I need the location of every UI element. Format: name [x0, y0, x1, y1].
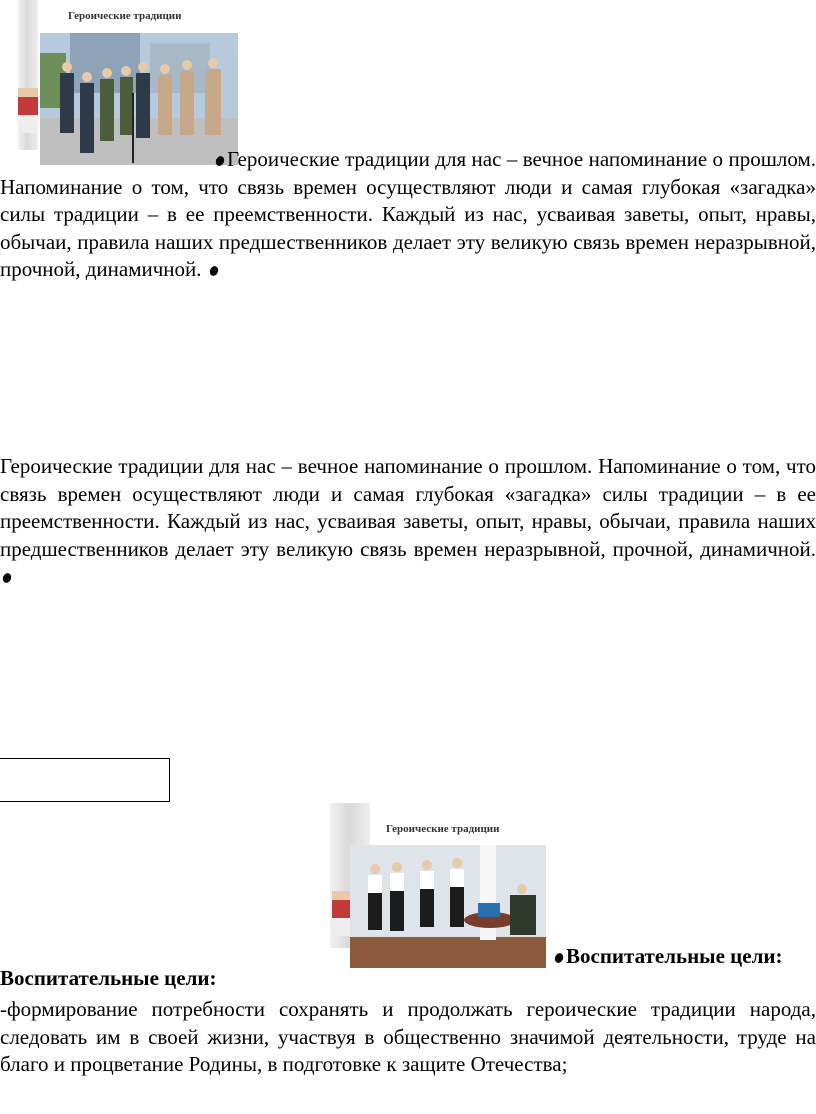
- paragraph-1: [0, 146, 816, 284]
- bullet-icon: [1, 572, 12, 584]
- goals-heading-inline: [552, 944, 782, 969]
- slide-thumbnail-1: [18, 0, 240, 165]
- paragraph-2-text: Героические традиции для нас – вечное напоминание о прошлом. Напоминание о том, что связь времен осуществляют люди и самая глубокая «загадка» силы традиции – в ее преемственности. Каждый из нас, усваивая заветы, опыт, нравы, обычаи, правила наших предшественников делает эту великую связь времен неразрывной, прочной, динамичной.: [0, 454, 816, 561]
- slide-title: Героические традиции: [386, 823, 500, 835]
- empty-frame: [0, 758, 170, 802]
- goals-heading-inline-text: Воспитательные цели:: [566, 944, 783, 968]
- bullet-icon: [214, 155, 225, 167]
- child-figure: [332, 891, 350, 936]
- goals-text: -формирование потребности сохранять и продолжать героические традиции народа, следовать им в своей жизни, участвуя в общественно значимой деятельности, труде на благо и процветание Родины, в подготовке к защите Отечества;: [0, 997, 816, 1076]
- slide-title: Героические традиции: [68, 10, 182, 22]
- paragraph-2: [0, 453, 816, 591]
- goals-heading: Воспитательные цели:: [0, 966, 217, 990]
- students-photo: [350, 845, 546, 968]
- bullet-icon: [208, 265, 219, 277]
- paragraph-1-text: Героические традиции для нас – вечное напоминание о прошлом. Напоминание о том, что связь времен осуществляют люди и самая глубокая «загадка» силы традиции – в ее преемственности. Каждый из нас, усваивая заветы, опыт, нравы, обычаи, правила наших предшественников делает эту великую связь времен неразрывной, прочной, динамичной.: [0, 147, 816, 281]
- child-figure: [18, 88, 38, 133]
- bullet-icon: [553, 952, 564, 964]
- slide-thumbnail-2: [330, 803, 548, 968]
